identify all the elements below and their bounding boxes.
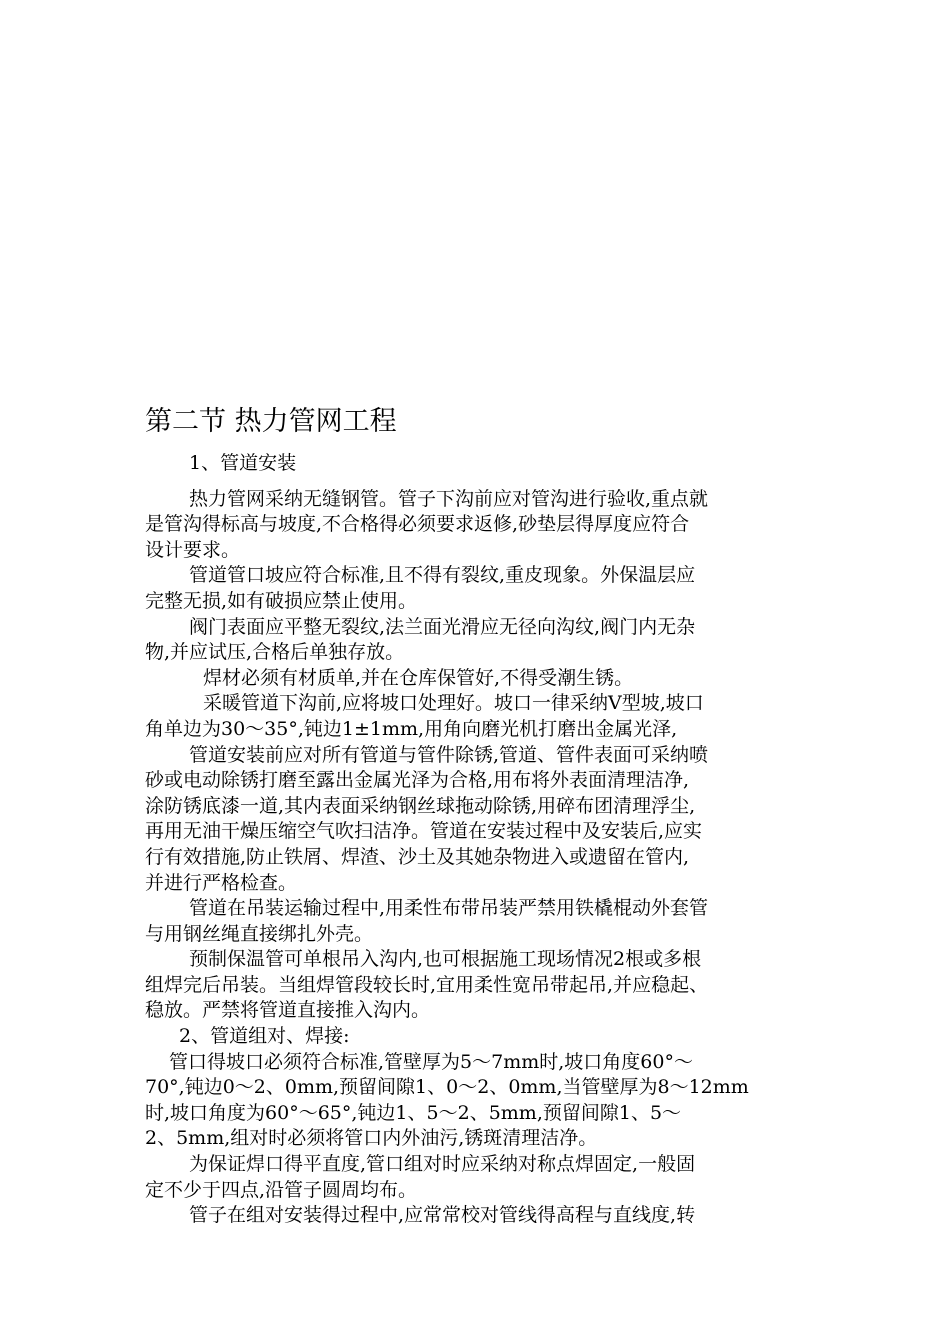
text-line: 2、管道组对、焊接:	[179, 1025, 350, 1048]
text-line: 为保证焊口得平直度,管口组对时应采纳对称点焊固定,一般固	[189, 1153, 696, 1176]
text-line: 2、5mm,组对时必须将管口内外油污,锈斑清理洁净。	[145, 1127, 598, 1150]
text-line: 70°,钝边0～2、0mm,预留间隙1、0～2、0mm,当管壁厚为8～12mm	[145, 1076, 749, 1099]
text-line: 管道在吊装运输过程中,用柔性布带吊装严禁用铁橇棍动外套管	[189, 897, 709, 920]
text-line: 组焊完后吊装。当组焊管段较长时,宜用柔性宽吊带起吊,并应稳起、	[145, 973, 709, 996]
text-line: 涂防锈底漆一道,其内表面采纳钢丝球拖动除锈,用碎布团清理浮尘,	[145, 794, 696, 817]
text-line: 1、管道安装	[189, 452, 297, 474]
text-line: 砂或电动除锈打磨至露出金属光泽为合格,用布将外表面清理洁净,	[145, 769, 690, 792]
text-line: 管道安装前应对所有管道与管件除锈,管道、管件表面可采纳喷	[189, 743, 709, 766]
text-line: 预制保温管可单根吊入沟内,也可根据施工现场情况2根或多根	[189, 948, 702, 971]
text-line: 焊材必须有材质单,并在仓库保管好,不得受潮生锈。	[203, 666, 634, 689]
text-line: 阀门表面应平整无裂纹,法兰面光滑应无径向沟纹,阀门内无杂	[189, 615, 696, 638]
text-line: 是管沟得标高与坡度,不合格得必须要求返修,砂垫层得厚度应符合	[145, 513, 690, 536]
text-line: 并进行严格检查。	[145, 871, 298, 894]
text-line: 角单边为30～35°,钝边1±1mm,用角向磨光机打磨出金属光泽,	[145, 717, 678, 740]
text-line: 行有效措施,防止铁屑、焊渣、沙土及其她杂物进入或遗留在管内,	[145, 845, 690, 868]
body-text	[145, 451, 815, 1229]
text-line: 物,并应试压,合格后单独存放。	[145, 641, 405, 664]
text-line: 时,坡口角度为60°～65°,钝边1、5～2、5mm,预留间隙1、5～	[145, 1101, 682, 1124]
text-line: 采暖管道下沟前,应将坡口处理好。坡口一律采纳Ⅴ型坡,坡口	[203, 692, 704, 715]
text-line: 定不少于四点,沿管子圆周均布。	[145, 1178, 418, 1201]
text-line: 管口得坡口必须符合标准,管壁厚为5～7mm时,坡口角度60°～	[169, 1050, 693, 1073]
section-title: 第二节 热力管网工程	[145, 406, 397, 437]
text-line: 管道管口坡应符合标准,且不得有裂纹,重皮现象。外保温层应	[189, 564, 696, 587]
text-line: 与用钢丝绳直接绑扎外壳。	[145, 922, 374, 945]
text-line: 完整无损,如有破损应禁止使用。	[145, 589, 418, 612]
text-line: 稳放。严禁将管道直接推入沟内。	[145, 999, 431, 1022]
text-line: 管子在组对安装得过程中,应常常校对管线得高程与直线度,转	[189, 1204, 696, 1227]
text-line: 再用无油干燥压缩空气吹扫洁净。管道在安装过程中及安装后,应实	[145, 820, 703, 843]
text-line: 设计要求。	[145, 538, 241, 561]
text-line: 热力管网采纳无缝钢管。管子下沟前应对管沟进行验收,重点就	[189, 487, 709, 510]
